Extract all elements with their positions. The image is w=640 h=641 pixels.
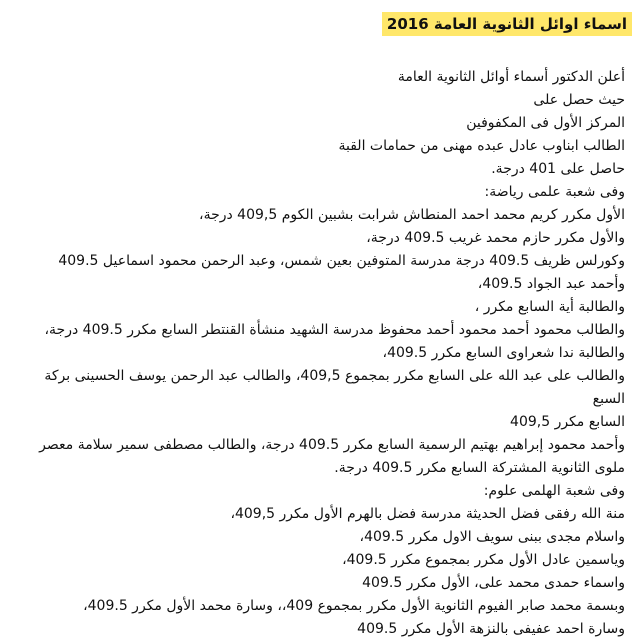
article-line: المركز الأول فى المكفوفين	[466, 115, 625, 131]
article-line: واسلام مجدى ببنى سويف الاول مكرر 409.5،	[359, 529, 625, 545]
article-line: وأحمد محمود إبراهيم بهتيم الرسمية السابع مكرر 409.5 درجة، والطالب مصطفى سمير سلامة معصر ملوى الثانوية المشتركة السابع مكرر 409.5 درجة.	[39, 437, 625, 476]
article-line: السابع مكرر 409,5	[510, 414, 625, 430]
article-line: والطالب على عبد الله على السابع مكرر بمجموع 409,5، والطالب عبد الرحمن يوسف الحسينى بركة السبع	[44, 368, 625, 407]
article-line: منة الله رفقى فضل الحديثة مدرسة فضل بالهرم الأول مكرر 409,5،	[230, 506, 625, 522]
article-line: الطالب ابناوب عادل عبده مهنى من حمامات القبة	[338, 138, 625, 154]
article-line: أعلن الدكتور أسماء أوائل الثانوية العامة	[397, 69, 625, 85]
article-line: والأول مكرر حازم محمد غريب 409.5 درجة،	[366, 230, 625, 246]
article-line: حاصل على 401 درجة.	[491, 161, 625, 177]
article-line: وبسمة محمد صابر الفيوم الثانوية الأول مكرر بمجموع 409،، وسارة محمد الأول مكرر 409.5،	[83, 598, 625, 614]
article-line: والطالبة ندا شعراوى السابع مكرر 409.5،	[382, 345, 625, 361]
article-line: وأحمد عبد الجواد 409.5،	[477, 276, 625, 292]
article-line: وسارة احمد عفيفى بالنزهة الأول مكرر 409.5	[357, 621, 625, 637]
article-line: الأول مكرر كريم محمد احمد المنطاش شرابت بشبين الكوم 409,5 درجة،	[199, 207, 625, 223]
article-line: وفى شعبة الهلمى علوم:	[483, 483, 625, 499]
article-line: والطالب محمود أحمد محمود أحمد محفوظ مدرسة الشهيد منشأة القنتطر السابع مكرر 409.5 درجة،	[44, 322, 625, 338]
article-line: وكورلس ظريف 409.5 درجة مدرسة المتوفين بعين شمس، وعبد الرحمن محمود اسماعيل 409.5	[58, 253, 625, 269]
article-line: وفى شعبة علمى رياضة:	[484, 184, 625, 200]
article-line: والطالبة أية السابع مكرر ،	[474, 299, 625, 315]
article-line: وياسمين عادل الأول مكرر بمجموع مكرر 409.5،	[342, 552, 625, 568]
article-line: حيث حصل على	[533, 92, 625, 108]
article-title: اسماء اوائل الثانوية العامة 2016	[382, 12, 632, 36]
article-title-container	[382, 11, 632, 37]
article-body	[8, 66, 625, 641]
article-line: واسماء حمدى محمد على، الأول مكرر 409.5	[362, 575, 625, 591]
